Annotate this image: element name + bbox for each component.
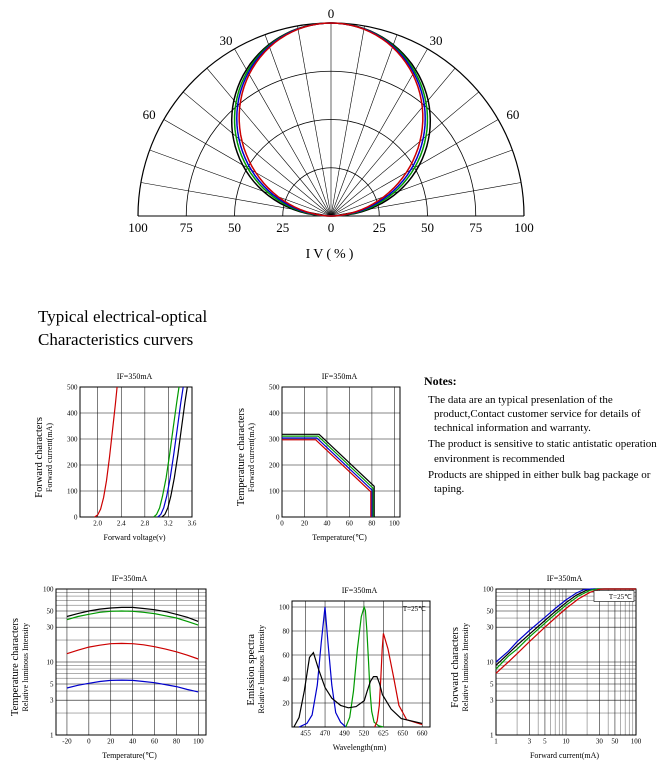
svg-text:3: 3 — [50, 696, 54, 705]
current-intensity-plot — [472, 584, 643, 749]
svg-text:500: 500 — [67, 383, 78, 392]
svg-text:200: 200 — [67, 461, 78, 470]
svg-text:400: 400 — [269, 409, 280, 418]
svg-text:40: 40 — [129, 737, 137, 746]
svg-text:10: 10 — [46, 658, 54, 667]
chart-group-title: Temperature characters — [10, 618, 21, 717]
svg-text:50: 50 — [486, 607, 494, 616]
chart-condition-label: IF=350mA — [116, 372, 153, 381]
chart-current-intensity — [450, 574, 643, 761]
svg-text:80: 80 — [282, 627, 290, 636]
svg-text:40: 40 — [323, 519, 331, 528]
svg-text:0: 0 — [87, 737, 91, 746]
svg-text:30: 30 — [219, 33, 233, 49]
svg-text:520: 520 — [358, 729, 370, 738]
emission-spectra-plot — [268, 596, 437, 741]
svg-text:5: 5 — [490, 680, 494, 689]
chart-condition-label: IF=350mA — [341, 586, 378, 595]
svg-text:80: 80 — [172, 737, 180, 746]
svg-text:10: 10 — [562, 737, 570, 746]
chart-temperature-intensity — [10, 574, 213, 761]
section-title-line1: Typical electrical-optical — [38, 307, 208, 326]
forward-voltage-plot — [56, 382, 199, 531]
section-title — [38, 306, 207, 352]
chart-emission-spectra — [246, 586, 437, 753]
y-axis-title: Relative luminous Intensity — [21, 623, 30, 712]
svg-text:30: 30 — [46, 623, 54, 632]
svg-text:60: 60 — [142, 107, 156, 122]
svg-text:10: 10 — [486, 658, 494, 667]
svg-text:100: 100 — [128, 220, 148, 235]
svg-text:50: 50 — [421, 220, 434, 235]
temperature-intensity-plot — [32, 584, 213, 749]
svg-text:100: 100 — [269, 487, 280, 496]
svg-text:5: 5 — [543, 737, 547, 746]
note-item: Products are shipped in either bulk bag package or taping. — [428, 469, 651, 496]
svg-text:0: 0 — [280, 519, 284, 528]
temperature-derating-plot — [258, 382, 407, 531]
chart-condition-label: IF=350mA — [111, 574, 148, 583]
svg-text:1: 1 — [494, 737, 498, 746]
x-axis-title: Temperature(℃) — [312, 533, 367, 542]
svg-text:300: 300 — [269, 435, 280, 444]
svg-text:3: 3 — [490, 696, 494, 705]
svg-text:75: 75 — [179, 220, 193, 235]
svg-text:0: 0 — [74, 513, 78, 522]
svg-text:30: 30 — [486, 623, 494, 632]
chart-forward-voltage — [34, 372, 199, 543]
svg-text:490: 490 — [339, 729, 350, 738]
svg-text:100: 100 — [43, 585, 54, 594]
svg-text:75: 75 — [469, 220, 483, 235]
chart-temperature-derating-titles — [236, 408, 256, 506]
svg-text:3.6: 3.6 — [187, 519, 197, 528]
radiation-pattern-svg — [0, 0, 664, 272]
svg-text:30: 30 — [429, 33, 443, 49]
svg-text:0: 0 — [327, 220, 335, 235]
chart-emission-spectra-titles — [246, 625, 266, 713]
svg-text:660: 660 — [416, 729, 428, 738]
svg-text:625: 625 — [378, 729, 389, 738]
svg-text:0: 0 — [327, 6, 335, 21]
svg-text:80: 80 — [368, 519, 376, 528]
svg-text:650: 650 — [397, 729, 409, 738]
chart-condition-label: IF=350mA — [546, 574, 583, 583]
svg-text:500: 500 — [269, 383, 280, 392]
svg-text:30: 30 — [595, 737, 603, 746]
svg-text:20: 20 — [282, 699, 290, 708]
x-axis-title: Forward current(mA) — [529, 751, 600, 760]
svg-text:100: 100 — [389, 519, 400, 528]
svg-text:T=25℃: T=25℃ — [608, 593, 632, 601]
svg-text:100: 100 — [279, 603, 290, 612]
notes-section — [424, 374, 658, 499]
svg-text:2.4: 2.4 — [116, 519, 126, 528]
note-item: The product is sensitive to static antistatic operation environment is recommended — [428, 438, 657, 465]
radiation-pattern-chart — [0, 0, 664, 272]
svg-text:IV(%): IV(%) — [305, 247, 357, 262]
svg-text:200: 200 — [269, 461, 280, 470]
svg-text:2.8: 2.8 — [140, 519, 150, 528]
chart-group-title: Forward characters — [450, 627, 461, 708]
chart-temperature-intensity-titles — [10, 618, 30, 716]
svg-text:100: 100 — [483, 585, 494, 594]
notes-title: Notes: — [424, 374, 457, 388]
svg-text:455: 455 — [300, 729, 311, 738]
y-axis-title: Forward current(mA) — [45, 422, 54, 493]
svg-text:60: 60 — [506, 107, 520, 122]
svg-text:5: 5 — [50, 680, 54, 689]
section-title-line2: Characteristics curvers — [38, 329, 194, 349]
svg-text:1: 1 — [50, 731, 54, 740]
svg-text:50: 50 — [46, 607, 54, 616]
svg-text:2.0: 2.0 — [93, 519, 103, 528]
svg-text:60: 60 — [282, 651, 290, 660]
x-axis-title: Forward voltage(v) — [103, 533, 166, 542]
chart-group-title: Forward characters — [34, 417, 45, 498]
svg-text:-20: -20 — [62, 737, 72, 746]
svg-text:T=25℃: T=25℃ — [402, 605, 426, 613]
svg-text:50: 50 — [228, 220, 241, 235]
chart-temperature-derating — [236, 372, 407, 543]
svg-text:60: 60 — [345, 519, 353, 528]
chart-condition-label: IF=350mA — [321, 372, 358, 381]
svg-text:100: 100 — [514, 220, 534, 235]
svg-text:25: 25 — [372, 220, 386, 235]
note-item: The data are an typical presenlation of the product,Contact customer service for details of technical information and warranty. — [428, 393, 641, 435]
chart-group-title: Temperature characters — [236, 408, 247, 507]
svg-text:470: 470 — [319, 729, 331, 738]
y-axis-title: Relative luminous Intensity — [461, 623, 470, 712]
svg-text:1: 1 — [490, 731, 494, 740]
chart-forward-voltage-titles — [34, 417, 54, 498]
svg-text:300: 300 — [67, 435, 78, 444]
x-axis-title: Wavelength(nm) — [332, 743, 387, 752]
svg-text:3.2: 3.2 — [164, 519, 173, 528]
svg-text:50: 50 — [611, 737, 619, 746]
svg-text:20: 20 — [107, 737, 115, 746]
svg-text:40: 40 — [282, 675, 290, 684]
x-axis-title: Temperature(℃) — [102, 751, 157, 760]
chart-current-intensity-titles — [450, 623, 470, 711]
svg-text:3: 3 — [527, 737, 532, 746]
svg-text:400: 400 — [67, 409, 78, 418]
y-axis-title: Forward current(mA) — [247, 422, 256, 493]
chart-group-title: Emission spectra — [246, 633, 257, 706]
svg-text:25: 25 — [276, 220, 290, 235]
y-axis-title: Relative luminous Intensity — [257, 625, 266, 714]
svg-text:20: 20 — [300, 519, 308, 528]
svg-text:100: 100 — [67, 487, 78, 496]
svg-text:60: 60 — [151, 737, 159, 746]
svg-text:100: 100 — [193, 737, 204, 746]
svg-text:100: 100 — [630, 737, 642, 746]
svg-text:0: 0 — [276, 513, 280, 522]
